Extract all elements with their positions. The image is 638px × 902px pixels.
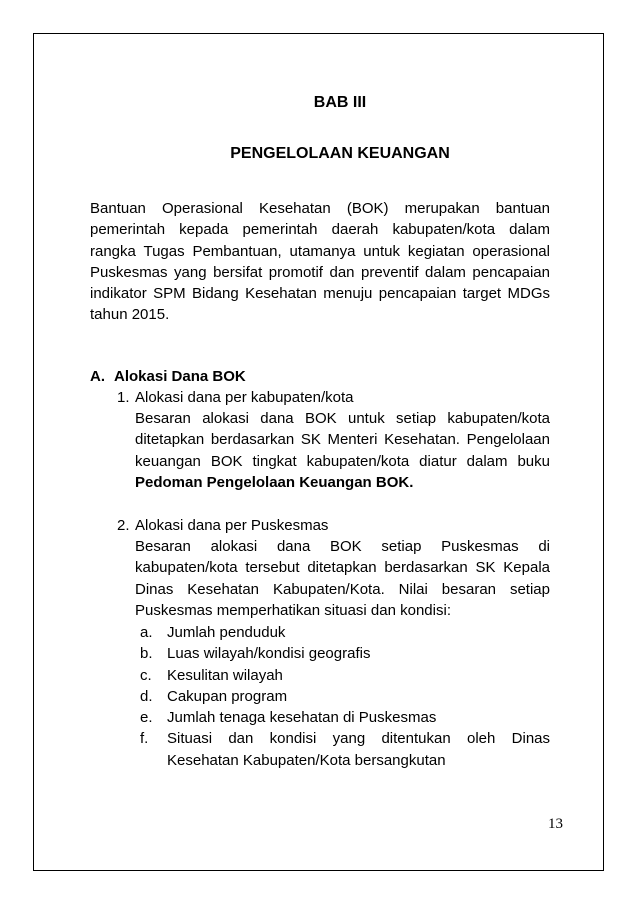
section-a-heading	[90, 366, 550, 387]
sub-text: Cakupan program	[167, 687, 288, 705]
item-body-bold: Pedoman Pengelolaan Keuangan BOK.	[135, 473, 414, 491]
item-body	[135, 408, 550, 493]
sub-list-item	[135, 728, 550, 771]
sub-list	[135, 622, 550, 771]
sub-letter: c.	[140, 666, 152, 684]
page-number: 13	[548, 816, 563, 832]
sub-list-item	[135, 665, 550, 686]
intro-paragraph: Bantuan Operasional Kesehatan (BOK) merupakan bantuan pemerintah kepada pemerintah daerah kabupaten/kota dalam rangka Tugas Pembantuan, utamanya untuk kegiatan operasional Puskesmas yang bersifat promotif dan preventif dalam pencapaian indikator SPM Bidang Kesehatan menuju pencapaian target MDGs tahun 2015.	[90, 200, 550, 324]
sub-list-item	[135, 643, 550, 664]
sub-text: Jumlah tenaga kesehatan di Puskesmas	[167, 709, 437, 727]
section-title: Alokasi Dana BOK	[114, 368, 246, 385]
section-letter: A.	[90, 368, 105, 385]
sub-text: Situasi dan kondisi yang ditentukan oleh Dinas Kesehatan Kabupaten/Kota bersangkutan	[167, 730, 550, 769]
item-number: 1.	[117, 389, 130, 406]
chapter-title: PENGELOLAAN KEUANGAN	[230, 145, 450, 162]
sub-text: Jumlah penduduk	[167, 624, 286, 641]
sub-letter: f.	[140, 730, 149, 748]
sub-list-item	[135, 686, 550, 707]
sub-list-item	[135, 707, 550, 728]
sub-letter: b.	[140, 645, 153, 663]
item-heading: Alokasi dana per Puskesmas	[135, 517, 329, 534]
sub-text: Kesulitan wilayah	[167, 666, 283, 684]
chapter-heading: BAB III	[313, 94, 367, 111]
sub-letter: e.	[140, 709, 153, 727]
sub-letter: d.	[140, 687, 153, 705]
sub-list-item	[135, 622, 550, 643]
sub-letter: a.	[140, 624, 153, 641]
item-number: 2.	[117, 517, 130, 534]
item-heading: Alokasi dana per kabupaten/kota	[135, 389, 354, 406]
item-body: Besaran alokasi dana BOK setiap Puskesmas di kabupaten/kota tersebut ditetapkan berdasarkan SK Kepala Dinas Kesehatan Kabupaten/Kota. Nilai besaran setiap Puskesmas memperhatikan situasi dan kondisi:	[135, 538, 550, 619]
item-body-text: Besaran alokasi dana BOK untuk setiap kabupaten/kota ditetapkan berdasarkan SK Menteri Kesehatan. Pengelolaan keuangan BOK tingkat kabupaten/kota diatur dalam buku	[135, 410, 550, 470]
sub-text: Luas wilayah/kondisi geografis	[167, 645, 371, 663]
